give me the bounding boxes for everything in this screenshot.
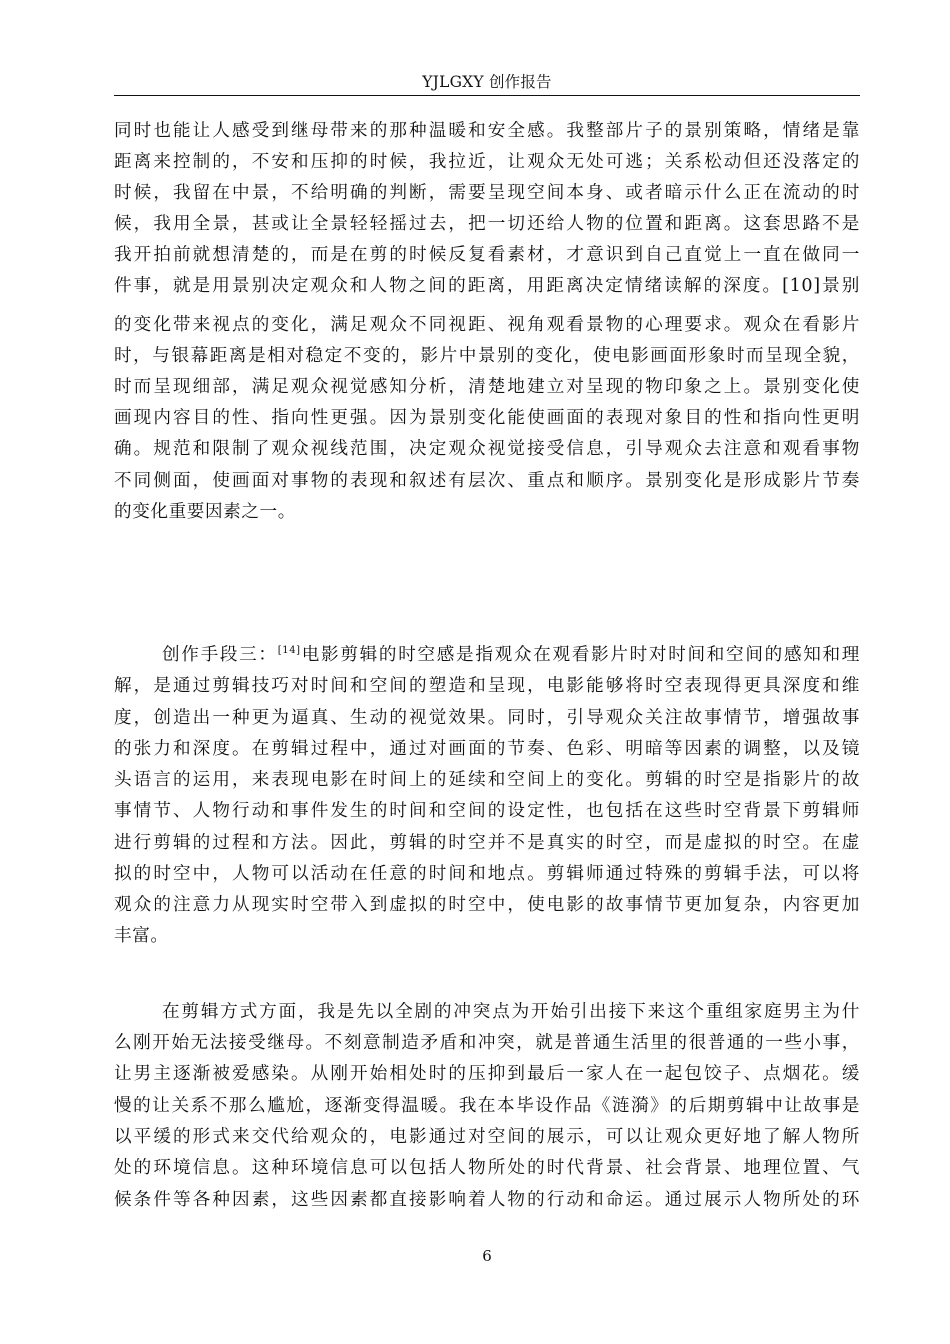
paragraph-2-line: 解，是通过剪辑技巧对时间和空间的塑造和呈现，电影能够将时空表现得更具深度和维: [114, 676, 860, 696]
paragraph-1-line: 我开拍前就想清楚的，而是在剪的时候反复看素材，才意识到自己直觉上一直在做同一: [114, 245, 860, 265]
citation-superscript: [14]: [277, 645, 301, 657]
paragraph-2-line: 事情节、人物行动和事件发生的时间和空间的设定性，也包括在这些时空背景下剪辑师: [114, 801, 860, 821]
header-title: YJLGXY 创作报告: [422, 73, 552, 91]
paragraph-3-line: 在剪辑方式方面，我是先以全剧的冲突点为开始引出接下来这个重组家庭男主为什: [162, 1002, 860, 1022]
paragraph-1-line: 时而呈现细部，满足观众视觉感知分析，清楚地建立对呈现的物印象之上。景别变化使: [114, 377, 860, 397]
paragraph-2-first-line: [162, 640, 860, 670]
paragraph-2-first-line-text: 电影剪辑的时空感是指观众在观看影片时对时间和空间的感知和理: [300, 645, 860, 665]
paragraph-3-line: 慢的让关系不那么尴尬，逐渐变得温暖。我在本毕设作品《涟漪》的后期剪辑中让故事是: [114, 1096, 860, 1116]
paragraph-2-line: 进行剪辑的过程和方法。因此，剪辑的时空并不是真实的时空，而是虚拟的时空。在虚: [114, 833, 860, 853]
paragraph-2-line: 头语言的运用，来表现电影在时间上的延续和空间上的变化。剪辑的时空是指影片的故: [114, 770, 860, 790]
paragraph-3-line: 以平缓的形式来交代给观众的，电影通过对空间的展示，可以让观众更好地了解人物所: [114, 1127, 860, 1147]
paragraph-1-line: 同时也能让人感受到继母带来的那种温暖和安全感。我整部片子的景别策略，情绪是靠: [114, 121, 860, 141]
page-number: 6: [482, 1247, 492, 1265]
section-label: 创作手段三：: [162, 645, 278, 665]
paragraph-2-line: 观众的注意力从现实时空带入到虚拟的时空中，使电影的故事情节更加复杂，内容更加: [114, 895, 860, 915]
paragraph-1-line: 距离来控制的，不安和压抑的时候，我拉近，让观众无处可逃；关系松动但还没落定的: [114, 152, 860, 172]
paragraph-1-line: 不同侧面，使画面对事物的表现和叙述有层次、重点和顺序。景别变化是形成影片节奏: [114, 471, 860, 491]
header-divider: [114, 95, 860, 96]
paragraph-2-line: 的张力和深度。在剪辑过程中，通过对画面的节奏、色彩、明暗等因素的调整，以及镜: [114, 739, 860, 759]
paragraph-1-line: 的变化带来视点的变化，满足观众不同视距、视角观看景物的心理要求。观众在看影片: [114, 315, 860, 335]
paragraph-2-line: 度，创造出一种更为逼真、生动的视觉效果。同时，引导观众关注故事情节，增强故事: [114, 708, 860, 728]
paragraph-1-line: 件事，就是用景别决定观众和人物之间的距离，用距离决定情绪读解的深度。[10]景别: [114, 276, 860, 296]
paragraph-3-line: 候条件等各种因素，这些因素都直接影响着人物的行动和命运。通过展示人物所处的环: [114, 1190, 860, 1210]
paragraph-3-line: 让男主逐渐被爱感染。从刚开始相处时的压抑到最后一家人在一起包饺子、点烟花。缓: [114, 1064, 860, 1084]
paragraph-1-line: 时候，我留在中景，不给明确的判断，需要呈现空间本身、或者暗示什么正在流动的时: [114, 183, 860, 203]
paragraph-3-line: 处的环境信息。这种环境信息可以包括人物所处的时代背景、社会背景、地理位置、气: [114, 1158, 860, 1178]
paragraph-2-line: 丰富。: [114, 926, 169, 946]
paragraph-1-line: 时，与银幕距离是相对稳定不变的，影片中景别的变化，使电影画面形象时而呈现全貌，: [114, 346, 860, 366]
paragraph-1-line: 确。规范和限制了观众视线范围，决定观众视觉接受信息，引导观众去注意和观看事物: [114, 439, 860, 459]
paragraph-1-line: 候，我用全景，甚或让全景轻轻摇过去，把一切还给人物的位置和距离。这套思路不是: [114, 214, 860, 234]
paragraph-3-line: 么刚开始无法接受继母。不刻意制造矛盾和冲突，就是普通生活里的很普通的一些小事，: [114, 1033, 860, 1053]
paragraph-1-line: 的变化重要因素之一。: [114, 502, 296, 522]
paragraph-1-line: 画现内容目的性、指向性更强。因为景别变化能使画面的表现对象目的性和指向性更明: [114, 408, 860, 428]
paragraph-2-line: 拟的时空中，人物可以活动在任意的时间和地点。剪辑师通过特殊的剪辑手法，可以将: [114, 864, 860, 884]
